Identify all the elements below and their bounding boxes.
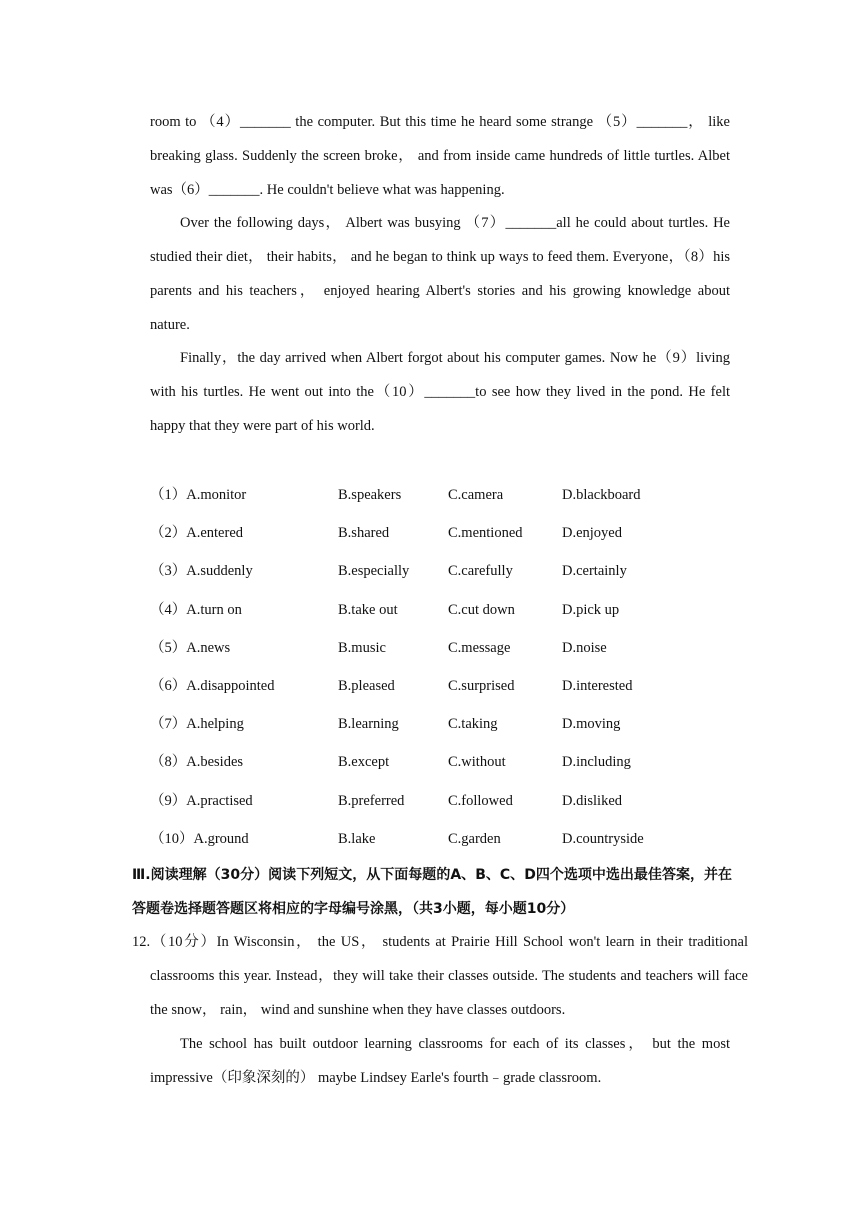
option-b: B.take out [338,601,398,618]
passage-paragraph-3: Finally，the day arrived when Albert forgot about his computer games. Now he（9）living with his turtles. He went out into the（10）_______to see how they lived in the pond. He felt happy that they were part of his world. [150,350,730,434]
option-d: D.enjoyed [562,525,622,542]
option-a: （10）A.ground [150,830,249,847]
option-b: B.speakers [338,487,402,503]
option-row [150,746,750,784]
section-heading: Ⅲ.阅读理解（30分）阅读下列短文，从下面每题的A、B、C、D四个选项中选出最佳答案，并在答题卷选择题答题区将相应的字母编号涂黑，（共3小题，每小题10分） [132,867,732,917]
option-row [150,785,750,823]
option-row [150,632,750,670]
question-number: 12. [132,934,151,950]
option-b: B.especially [338,563,410,580]
option-b: B.pleased [338,677,395,694]
option-d: D.including [562,754,631,771]
option-d: D.countryside [562,830,644,847]
option-row [150,479,750,517]
option-c: C.message [448,639,511,656]
option-row [150,708,750,746]
option-a: （3）A.suddenly [150,563,253,580]
option-a: （8）A.besides [150,754,244,771]
option-a: （9）A.practised [150,792,253,809]
passage-paragraph-1: room to （4）_______ the computer. But this time he heard some strange （5）_______， like breaking glass. Suddenly the screen broke， and from inside came hundreds of little turtles. Albet was（6）_______. He couldn't believe what was happening. [150,114,730,198]
question-12 [132,925,748,1027]
question-text: In Wisconsin， the US， students at Prairie Hill School won't learn in their traditional classrooms this year. Instead，they will take their classes outside. The students and teachers will face the snow， rain， wind and sunshine when they have classes outdoors. [150,934,748,1018]
option-row [150,555,750,593]
option-c: C.followed [448,792,513,809]
option-a: （2）A.entered [150,525,244,542]
option-b: B.except [338,754,390,771]
option-c: C.surprised [448,677,515,694]
option-d: D.noise [562,639,607,656]
option-a: （1）A.monitor [150,487,247,503]
option-b: B.preferred [338,792,405,809]
option-b: B.learning [338,716,399,733]
option-d: D.certainly [562,563,627,580]
question-points: （10分） [150,934,217,950]
option-c: C.camera [448,487,504,503]
option-c: C.carefully [448,563,513,580]
option-a: （6）A.disappointed [150,677,275,694]
passage-paragraph-2: Over the following days， Albert was busying （7）_______all he could about turtles. He studied their diet， their habits， and he began to think up ways to feed them. Everyone，（8）his parents and his teachers， enjoyed hearing Albert's stories and his growing knowledge about nature. [150,215,730,333]
option-a: （4）A.turn on [150,601,242,618]
options-table [150,479,750,861]
option-a: （7）A.helping [150,716,244,733]
question-12-paragraph-2: The school has built outdoor learning classrooms for each of its classes， but the most impressive（印象深刻的） maybe Lindsey Earle's fourth﹣grade classroom. [150,1036,730,1086]
option-b: B.lake [338,830,376,847]
option-d: D.disliked [562,792,623,809]
option-row [150,594,750,632]
option-a: （5）A.news [150,639,231,656]
option-c: C.cut down [448,601,515,618]
option-b: B.shared [338,525,390,542]
option-d: D.moving [562,716,621,733]
option-d: D.blackboard [562,487,641,503]
option-c: C.garden [448,830,501,847]
option-c: C.mentioned [448,525,523,542]
option-c: C.taking [448,716,498,733]
option-d: D.interested [562,677,633,694]
option-b: B.music [338,639,386,656]
option-row [150,670,750,708]
option-d: D.pick up [562,601,620,618]
option-row [150,517,750,555]
option-c: C.without [448,754,506,771]
option-row [150,823,750,861]
